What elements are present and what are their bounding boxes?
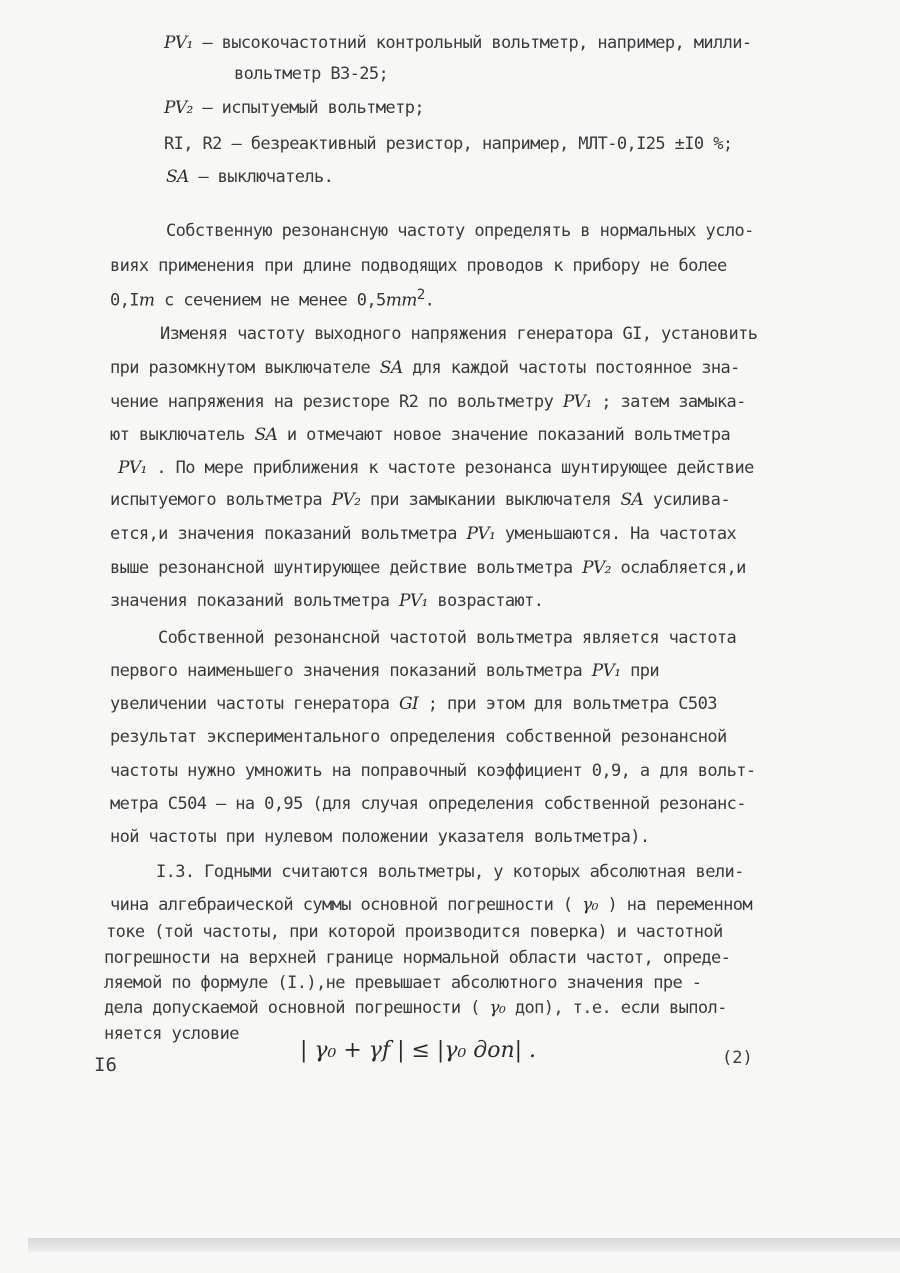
para4-line1: I.3. Годными считаются вольтметры, у которых абсолютная вели- (156, 862, 744, 882)
para4-line2: чина алгебраической суммы основной погрешности ( γ₀ ) на переменном (110, 895, 753, 915)
para3-line7: ной частоты при нулевом положении указателя вольтметра). (110, 827, 650, 847)
para1-line2: виях применения при длине подводящих проводов к прибору не более (110, 256, 727, 276)
formula-condition: | γ₀ + γf | ≤ |γ₀ доп| . (300, 1038, 537, 1063)
legend-item-pv2 (164, 98, 424, 118)
para4-line7: няется условие (104, 1024, 239, 1044)
symbol-pv2: PV₂ (164, 98, 193, 118)
symbol-sa: SA (166, 167, 189, 187)
para3-line2: первого наименьшего значения показаний вольтметра PV₁ при (110, 661, 660, 681)
para2-line6: испытуемого вольтметра PV₂ при замыкании выключателя SA усилива- (110, 490, 730, 510)
para2-line7: ется,и значения показаний вольтметра PV₁ уменьшаются. На частотах (110, 524, 737, 544)
para3-line3: увеличении частоты генератора GI ; при этом для вольтметра С503 (110, 694, 717, 714)
equation-number: (2) (722, 1048, 753, 1068)
para4-line6: дела допускаемой основной погрешности ( γ₀ доп), т.е. если выпол- (104, 998, 727, 1018)
legend-item-pv1-cont: вольтметр В3-25; (234, 64, 389, 84)
para3-line6: метра С504 – на 0,95 (для случая определения собственной резонанс- (110, 794, 746, 814)
para2-line5: PV₁ . По мере приближения к частоте резонанса шунтирующее действие (118, 458, 754, 478)
para4-line4: погрешности на верхней границе нормальной области частот, опреде- (104, 948, 731, 968)
para1-line1: Собственную резонансную частоту определять в нормальных усло- (166, 221, 754, 241)
legend-item-resistors: RI, R2 – безреактивный резистор, например, МЛТ-0,I25 ±I0 %; (164, 134, 733, 154)
para3-line1: Собственной резонансной частотой вольтметра является частота (158, 628, 737, 648)
para2-line8: выше резонансной шунтирующее действие вольтметра PV₂ ослабляется,и (110, 558, 746, 578)
para1-line3: 0,Im с сечением не менее $0,5mm^2$. (110, 287, 435, 311)
para4-line5: ляемой по формуле (I.),не превышает абсолютного значения пре - (104, 973, 702, 993)
scan-edge-shadow (28, 1238, 900, 1252)
para2-line9: значения показаний вольтметра PV₁ возрастают. (110, 591, 544, 611)
para2-line3: чение напряжения на резисторе R2 по вольтметру PV₁ ; затем замыка- (110, 392, 746, 412)
para2-line4: ют выключатель SA и отмечают новое значение показаний вольтметра (110, 425, 731, 445)
page-number: I6 (94, 1054, 117, 1076)
para3-line5: частоты нужно умножить на поправочный коэффициент 0,9, а для вольт- (110, 761, 756, 781)
legend-pv1-text: – высокочастотний контрольный вольтметр, например, милли- (192, 33, 752, 53)
para3-line4: результат экспериментального определения собственной резонансной (110, 727, 727, 747)
para2-line2: при разомкнутом выключателе SA для каждой частоты постоянное зна- (110, 358, 740, 378)
legend-item-pv1 (164, 33, 752, 53)
legend-sa-text: – выключатель. (188, 167, 334, 187)
para4-line3: токе (той частоты, при которой производится поверка) и частотной (106, 922, 723, 942)
para2-line1: Изменяя частоту выходного напряжения генератора GI, установить (160, 324, 758, 344)
legend-item-sa (166, 167, 333, 187)
symbol-pv1: PV₁ (164, 33, 193, 53)
legend-pv2-text: – испытуемый вольтметр; (192, 98, 424, 118)
